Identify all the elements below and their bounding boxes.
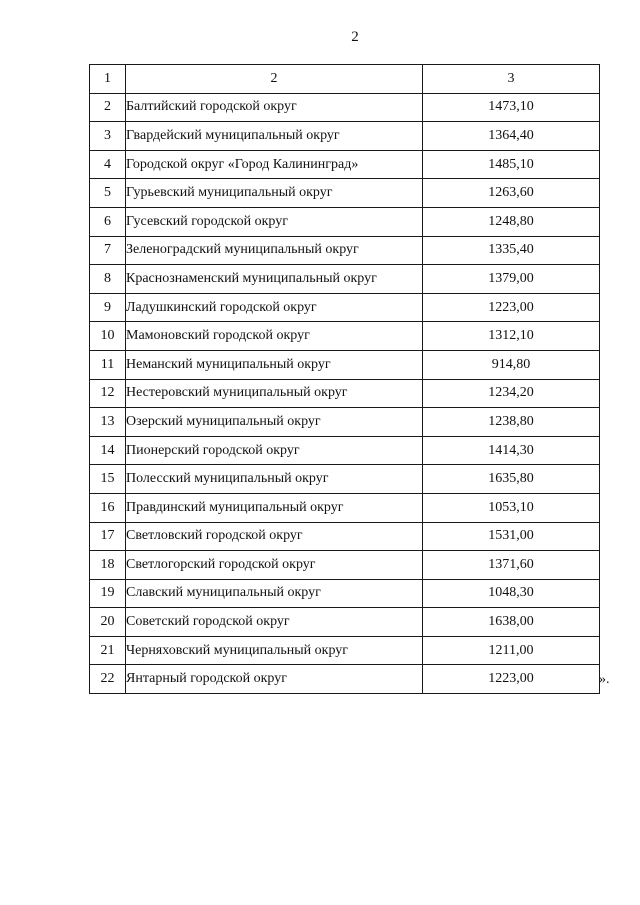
municipality-name: Славский муниципальный округ — [126, 579, 423, 608]
table-row — [90, 150, 600, 179]
value-cell: 1248,80 — [423, 207, 600, 236]
value-cell: 1635,80 — [423, 465, 600, 494]
municipality-name: Городской округ «Город Калининград» — [126, 150, 423, 179]
table-row — [90, 551, 600, 580]
table-row — [90, 436, 600, 465]
row-number: 19 — [90, 579, 126, 608]
municipality-name: Гурьевский муниципальный округ — [126, 179, 423, 208]
row-number: 2 — [90, 93, 126, 122]
value-cell: 1638,00 — [423, 608, 600, 637]
row-number: 3 — [90, 122, 126, 151]
municipality-name: Правдинский муниципальный округ — [126, 493, 423, 522]
row-number: 13 — [90, 408, 126, 437]
municipality-name: Гвардейский муниципальный округ — [126, 122, 423, 151]
table-row — [90, 207, 600, 236]
row-number: 16 — [90, 493, 126, 522]
municipality-name: Мамоновский городской округ — [126, 322, 423, 351]
row-number: 20 — [90, 608, 126, 637]
value-cell: 1312,10 — [423, 322, 600, 351]
municipality-name: Светловский городской округ — [126, 522, 423, 551]
table-row — [90, 408, 600, 437]
value-cell: 1414,30 — [423, 436, 600, 465]
row-number: 12 — [90, 379, 126, 408]
table-row — [90, 322, 600, 351]
table-row — [90, 265, 600, 294]
row-number: 21 — [90, 636, 126, 665]
municipality-name: Ладушкинский городской округ — [126, 293, 423, 322]
table-row — [90, 579, 600, 608]
value-cell: 1223,00 — [423, 293, 600, 322]
value-cell: 1263,60 — [423, 179, 600, 208]
row-number: 4 — [90, 150, 126, 179]
table-row — [90, 179, 600, 208]
row-number: 11 — [90, 350, 126, 379]
header-cell-3: 3 — [423, 65, 600, 94]
value-cell: 1048,30 — [423, 579, 600, 608]
municipality-name: Краснознаменский муниципальный округ — [126, 265, 423, 294]
value-cell: 914,80 — [423, 350, 600, 379]
municipality-name: Гусевский городской округ — [126, 207, 423, 236]
table-header-row — [90, 65, 600, 94]
table-row — [90, 465, 600, 494]
value-cell: 1364,40 — [423, 122, 600, 151]
value-cell: 1211,00 — [423, 636, 600, 665]
value-cell: 1053,10 — [423, 493, 600, 522]
municipality-name: Светлогорский городской округ — [126, 551, 423, 580]
page-number: 2 — [351, 29, 359, 45]
table-row — [90, 122, 600, 151]
municipality-name: Балтийский городской округ — [126, 93, 423, 122]
row-number: 17 — [90, 522, 126, 551]
value-cell: 1234,20 — [423, 379, 600, 408]
table-row — [90, 350, 600, 379]
row-number: 22 — [90, 665, 126, 694]
value-cell: 1531,00 — [423, 522, 600, 551]
table-row — [90, 293, 600, 322]
table-row — [90, 522, 600, 551]
municipality-name: Пионерский городской округ — [126, 436, 423, 465]
row-number: 18 — [90, 551, 126, 580]
municipality-name: Зеленоградский муниципальный округ — [126, 236, 423, 265]
row-number: 7 — [90, 236, 126, 265]
municipality-name: Озерский муниципальный округ — [126, 408, 423, 437]
table-row — [90, 665, 600, 694]
row-number: 5 — [90, 179, 126, 208]
closing-quote-mark: ». — [599, 672, 610, 687]
municipality-table — [89, 64, 600, 694]
municipality-name: Нестеровский муниципальный округ — [126, 379, 423, 408]
table-row — [90, 493, 600, 522]
header-cell-1: 1 — [90, 65, 126, 94]
value-cell: 1473,10 — [423, 93, 600, 122]
value-cell: 1238,80 — [423, 408, 600, 437]
municipality-name: Советский городской округ — [126, 608, 423, 637]
municipality-name: Янтарный городской округ — [126, 665, 423, 694]
row-number: 9 — [90, 293, 126, 322]
header-cell-2: 2 — [126, 65, 423, 94]
municipality-name: Черняховский муниципальный округ — [126, 636, 423, 665]
row-number: 14 — [90, 436, 126, 465]
row-number: 15 — [90, 465, 126, 494]
table-row — [90, 379, 600, 408]
value-cell: 1371,60 — [423, 551, 600, 580]
municipality-name: Неманский муниципальный округ — [126, 350, 423, 379]
value-cell: 1485,10 — [423, 150, 600, 179]
municipality-name: Полесский муниципальный округ — [126, 465, 423, 494]
row-number: 6 — [90, 207, 126, 236]
value-cell: 1379,00 — [423, 265, 600, 294]
table-row — [90, 93, 600, 122]
value-cell: 1335,40 — [423, 236, 600, 265]
table-body — [90, 65, 600, 694]
value-cell: 1223,00 — [423, 665, 600, 694]
table-row — [90, 608, 600, 637]
table-row — [90, 636, 600, 665]
row-number: 8 — [90, 265, 126, 294]
row-number: 10 — [90, 322, 126, 351]
table-row — [90, 236, 600, 265]
